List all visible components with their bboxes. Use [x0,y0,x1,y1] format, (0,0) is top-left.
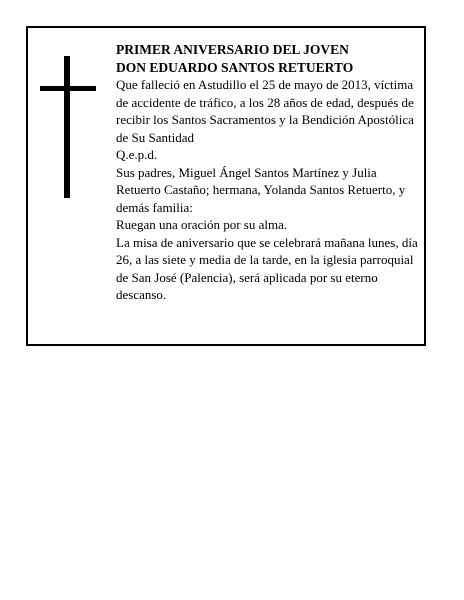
death-info: Que falleció en Astudillo el 25 de mayo de 2013, víctima de accidente de tráfico, a los 28 años de edad, después de recibir los Santos Sacramentos y la Bendición Apostólica de Su Santidad [116,77,414,145]
heading-line-2: DON EDUARDO SANTOS RETUERTO [116,59,354,75]
cross-icon [40,56,96,198]
prayer-request: Ruegan una oración por su alma. [116,217,288,232]
notice-text [116,41,422,304]
family-text: Sus padres, Miguel Ángel Santos Martínez y Julia Retuerto Castaño; hermana, Yolanda Santos Retuerto, y demás familia: [116,164,406,215]
cross-vertical-bar [64,56,70,198]
cross-horizontal-bar [40,86,96,91]
mass-info: La misa de aniversario que se celebrará mañana lunes, día 26, a las siete y media de la tarde, en la iglesia parroquial de San José (Palencia), será aplicada por su eterno descanso. [116,234,418,302]
heading-line-1: PRIMER ANIVERSARIO DEL JOVEN [116,42,349,57]
qepd-text: Q.e.p.d. [116,147,158,162]
obituary-notice [26,26,426,346]
